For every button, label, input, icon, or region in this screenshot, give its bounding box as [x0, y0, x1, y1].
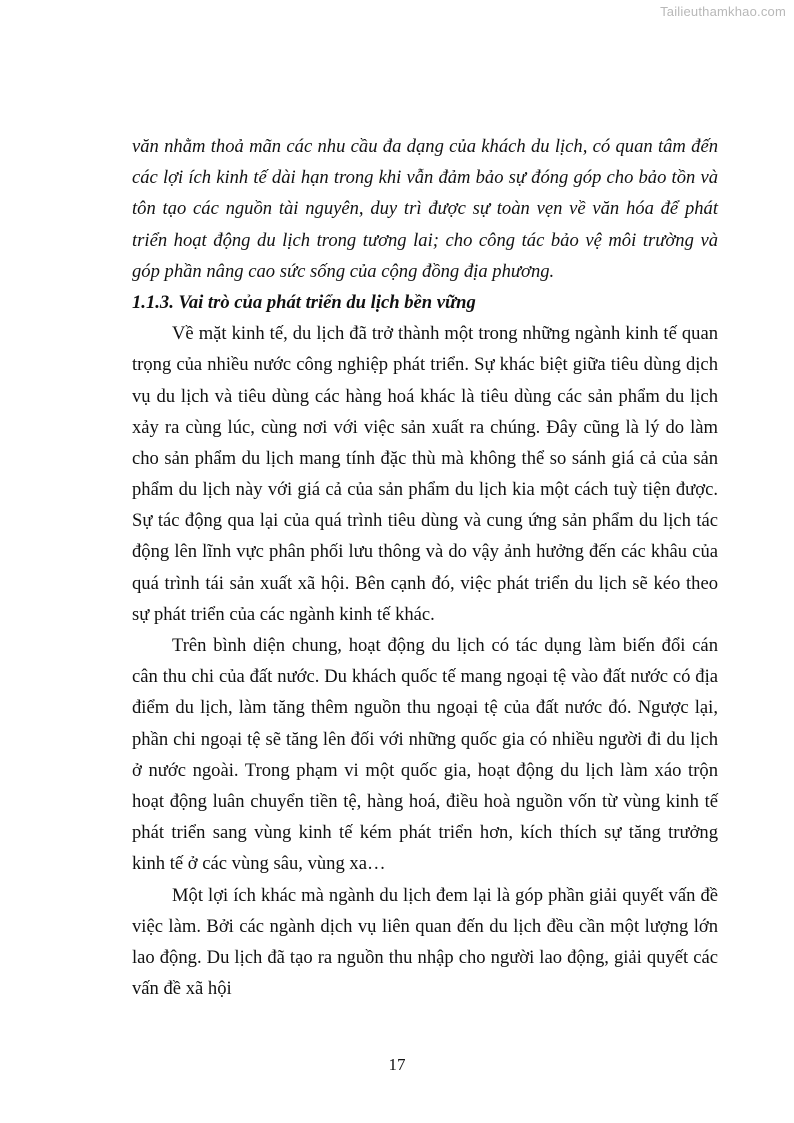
text-line: hoạt động luân chuyển tiền tệ, hàng hoá, điều hoà nguồn vốn từ vùng kinh tế [132, 790, 718, 812]
text-line: Về mặt kinh tế, du lịch đã trở thành một trong những ngành kinh tế quan [172, 323, 718, 345]
text-line: tôn tạo các nguồn tài nguyên, duy trì được sự toàn vẹn về văn hóa để phát [132, 198, 718, 220]
watermark: Tailieuthamkhao.com [660, 4, 786, 19]
text-line: cho sản phẩm du lịch mang tính đặc thù mà không thể so sánh giá cả của sản [132, 447, 718, 469]
text-line: điểm du lịch, làm tăng thêm nguồn thu ngoại tệ của đất nước đó. Ngược lại, [132, 697, 718, 719]
text-line: các lợi ích kinh tế dài hạn trong khi vẫn đảm bảo sự đóng góp cho bảo tồn và [132, 167, 718, 189]
text-line: văn nhằm thoả mãn các nhu cầu đa dạng của khách du lịch, có quan tâm đến [132, 136, 718, 157]
paragraph-balance [132, 630, 718, 880]
text-line: phát triển sang vùng kinh tế kém phát triển hơn, kích thích sự tăng trưởng [132, 822, 718, 844]
text-line: Một lợi ích khác mà ngành du lịch đem lại là góp phần giải quyết vấn đề [172, 884, 718, 906]
section-heading: 1.1.3. Vai trò của phát triển du lịch bền vững [132, 291, 476, 313]
text-line: Sự tác động qua lại của quá trình tiêu dùng và cung ứng sản phẩm du lịch tác [132, 510, 718, 532]
text-line: phần chi ngoại tệ sẽ tăng lên đối với những quốc gia có nhiều người đi du lịch [132, 728, 718, 750]
text-line: triển hoạt động du lịch trong tương lai; cho công tác bảo vệ môi trường và [132, 229, 718, 251]
text-line: vấn đề xã hội [132, 978, 232, 1000]
intro-paragraph [132, 131, 718, 287]
page-number: 17 [388, 1055, 406, 1074]
text-line: xảy ra cùng lúc, cùng nơi với việc sản xuất ra chúng. Đây cũng là lý do làm [132, 416, 718, 438]
text-line: kinh tế ở các vùng sâu, vùng xa… [132, 853, 386, 875]
text-line: vụ du lịch và tiêu dùng các hàng hoá khác là tiêu dùng các sản phẩm du lịch [132, 385, 718, 407]
text-line: động lên lĩnh vực phân phối lưu thông và do vậy ảnh hưởng đến các khâu của [132, 541, 718, 563]
document-body [132, 131, 718, 1004]
text-line: Trên bình diện chung, hoạt động du lịch có tác dụng làm biến đổi cán [172, 635, 718, 656]
text-line: quá trình tái sản xuất xã hội. Bên cạnh đó, việc phát triển du lịch sẽ kéo theo [132, 572, 718, 594]
text-line: góp phần nâng cao sức sống của cộng đồng địa phương. [132, 260, 555, 282]
text-line: việc làm. Bởi các ngành dịch vụ liên quan đến du lịch đều cần một lượng lớn [132, 915, 718, 937]
paragraph-employment [132, 880, 718, 1005]
text-line: trọng của nhiều nước công nghiệp phát triển. Sự khác biệt giữa tiêu dùng dịch [132, 354, 718, 376]
text-line: cân thu chi của đất nước. Du khách quốc tế mang ngoại tệ vào đất nước có địa [132, 666, 718, 688]
text-line: phẩm du lịch này với giá cả của sản phẩm du lịch kia một cách tuỳ tiện được. [132, 479, 718, 501]
text-line: ở nước ngoài. Trong phạm vi một quốc gia, hoạt động du lịch làm xáo trộn [132, 759, 718, 781]
text-line: sự phát triển của các ngành kinh tế khác. [132, 603, 435, 625]
text-line: lao động. Du lịch đã tạo ra nguồn thu nhập cho người lao động, giải quyết các [132, 946, 718, 968]
paragraph-economic [132, 318, 718, 630]
